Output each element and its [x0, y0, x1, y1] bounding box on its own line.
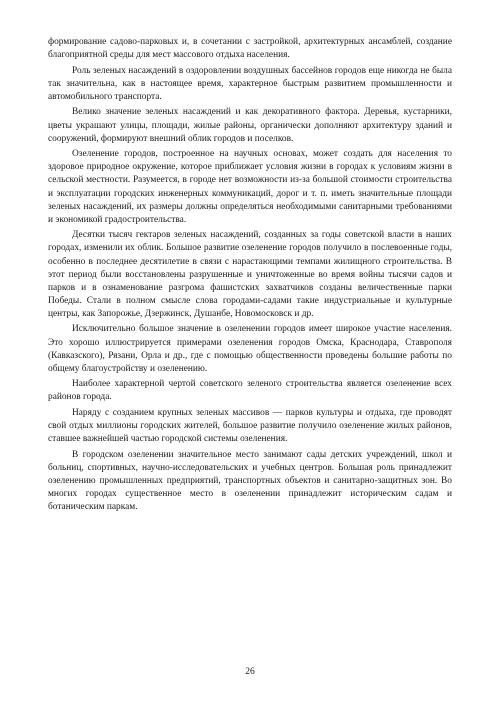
page-number: 26 — [245, 667, 255, 677]
paragraph: Озеленение городов, построенное на научных основах, может создать для населения то здоровое природное окружение, которое приближает условия жизни в городах к условиям жизни в сельской местности. Разумеется, в городе нет возможности из-за большой стоимости строительства и эксплуатации городских инженерных коммуникаций, дорог и т. п. иметь значительные площади зеленых насаждений, их размеры должны определяться необходимыми санитарными требованиями и экономикой градостроительства. — [48, 149, 452, 225]
paragraph: Наряду с созданием крупных зеленых массивов — парков культуры и отдыха, где проводят свой отдых миллионы городских жителей, большое развитие получило озеленение жилых районов, ставшее важнейшей частью городской системы озеленения. — [48, 408, 452, 445]
paragraph: Наиболее характерной чертой советского зеленого строительства является озеленение всех районов города. — [48, 379, 452, 403]
paragraph: Исключительно большое значение в озеленении городов имеет широкое участие населения. Это хорошо иллюстрируется примерами озеленения городов Омска, Краснодара, Ставрополя (Кавказского), Рязани, Орла и др., где с помощью общественности проведены большие работы по общему благоустройству и озеленению. — [48, 324, 452, 374]
paragraph: В городском озеленении значительное место занимают сады детских учреждений, школ и больниц, спортивных, научно-исследовательских и учебных центров. Большая роль принадлежит озеленению промышленных предприятий, транспортных объектов и санитарно-защитных зон. Во многих городах существенное место в озеленении принадлежит историческим садам и ботаническим паркам. — [48, 449, 452, 513]
paragraph: Роль зеленых насаждений в оздоровлении воздушных бассейнов городов еще никогда не была так значительна, как в настоящее время, характерное быстрым развитием промышленности и автомобильного транспорта. — [48, 65, 452, 102]
paragraph: Десятки тысяч гектаров зеленых насаждений, созданных за годы советской власти в наших городах, изменили их облик. Большое развитие озеленение городов получило в послевоенные годы, особенно в последнее десятилетие в связи с нарастающими темпами жилищного строительства. В этот период были восстановлены разрушенные и уничтоженные во время войны тысячи садов и парков и в ознаменование разгрома фашистских захватчиков созданы величественные парки Победы. Стали в полном смысле слова городами-садами такие индустриальные и культурные центры, как Запорожье, Дзержинск, Душанбе, Новомосковск и др. — [48, 230, 452, 319]
paragraph: Велико значение зеленых насаждений и как декоративного фактора. Деревья, кустарники, цветы украшают улицы, площади, жилые районы, органически дополняют архитектуру зданий и сооружений, формируют внешний облик городов и поселков. — [48, 107, 452, 144]
paragraph: формирование садово-парковых и, в сочетании с застройкой, архитектурных ансамблей, создание благоприятной среды для мест массового отдыха населения. — [48, 37, 452, 61]
body-text — [48, 36, 452, 517]
